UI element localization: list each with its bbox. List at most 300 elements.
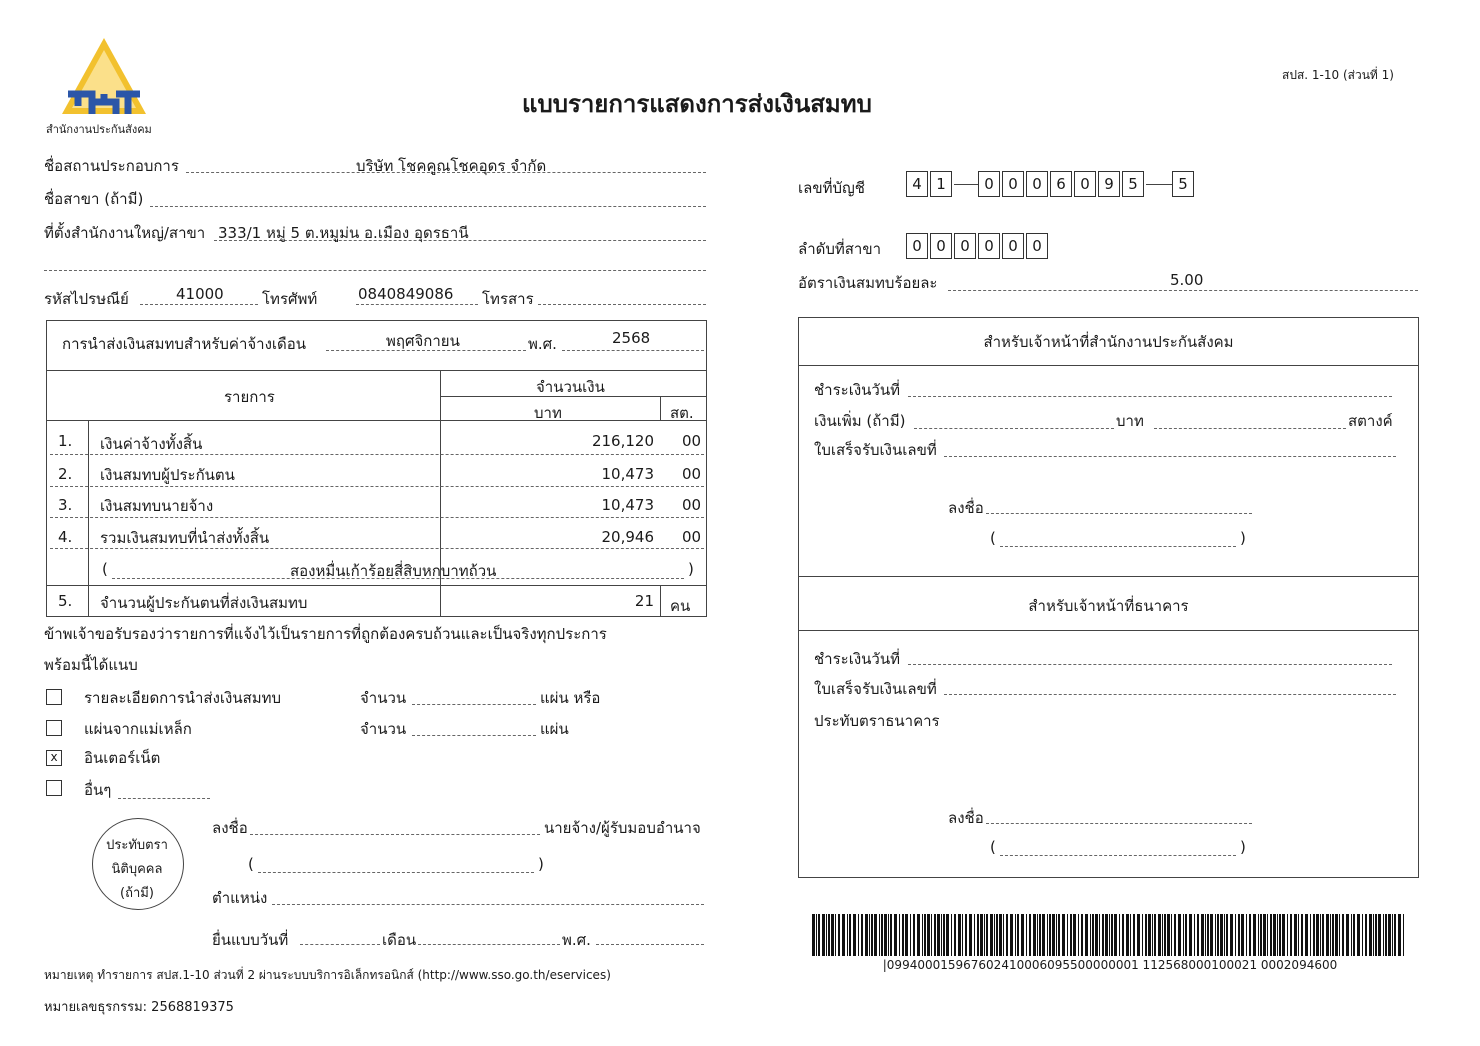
digit-box: 5 bbox=[1122, 171, 1144, 197]
barcode-bar bbox=[881, 914, 883, 956]
digit-box: 0 bbox=[1074, 171, 1096, 197]
position-label: ตำแหน่ง bbox=[212, 889, 268, 907]
digit-box: 4 bbox=[906, 171, 928, 197]
sso-receipt-label: ใบเสร็จรับเงินเลขที่ bbox=[814, 441, 937, 459]
barcode-bar bbox=[994, 914, 995, 956]
barcode-bar bbox=[1298, 914, 1299, 956]
paren-close: ) bbox=[538, 855, 544, 873]
barcode-bar bbox=[974, 914, 975, 956]
barcode-bar bbox=[1201, 914, 1204, 956]
row-4-baht: 20,946 bbox=[601, 528, 654, 546]
attach-label-magnetic: แผ่นจากแม่เหล็ก bbox=[84, 720, 192, 738]
row-5-no: 5. bbox=[58, 592, 73, 610]
employer-sign-role: นายจ้าง/ผู้รับมอบอำนาจ bbox=[544, 819, 701, 837]
barcode-bar bbox=[1301, 914, 1303, 956]
branch-seq-label: ลำดับที่สาขา bbox=[798, 240, 882, 258]
barcode-bar bbox=[849, 914, 851, 956]
employer-sign-label: ลงชื่อ bbox=[212, 819, 248, 837]
sso-paren-close: ) bbox=[1240, 529, 1246, 547]
barcode-bar bbox=[1290, 914, 1292, 956]
attach-checkbox-other[interactable] bbox=[46, 780, 62, 796]
row-4-no: 4. bbox=[58, 528, 73, 546]
sso-extra-label: เงินเพิ่ม (ถ้ามี) bbox=[814, 412, 906, 430]
row-1-baht: 216,120 bbox=[591, 432, 654, 450]
barcode-bar bbox=[1388, 914, 1391, 956]
barcode-bar bbox=[1021, 914, 1024, 956]
barcode-bar bbox=[858, 914, 859, 956]
digit-box: 0 bbox=[978, 233, 1000, 259]
barcode-bar bbox=[1294, 914, 1297, 956]
bank-sign-label: ลงชื่อ bbox=[948, 809, 984, 827]
insured-count: 21 bbox=[634, 592, 654, 610]
digit-box: 5 bbox=[1172, 171, 1194, 197]
row-2-baht: 10,473 bbox=[601, 465, 654, 483]
attach-checkbox-detail[interactable] bbox=[46, 689, 62, 705]
table-rule bbox=[46, 420, 707, 421]
barcode-bar bbox=[1033, 914, 1036, 956]
barcode-bar bbox=[1130, 914, 1131, 956]
month-value: พฤศจิกายน bbox=[386, 332, 460, 350]
insured-unit: คน bbox=[670, 597, 691, 615]
barcode-bar bbox=[954, 914, 956, 956]
attach-checkbox-magnetic[interactable] bbox=[46, 720, 62, 736]
barcode-bar bbox=[1205, 914, 1206, 956]
stamp-line-2: นิติบุคคล bbox=[111, 862, 163, 877]
barcode-bar bbox=[1351, 914, 1352, 956]
row-divider bbox=[50, 486, 704, 487]
row-2-no: 2. bbox=[58, 465, 73, 483]
barcode-bar bbox=[861, 914, 863, 956]
bank-box-title: สำหรับเจ้าหน้าที่ธนาคาร bbox=[1028, 597, 1189, 615]
barcode-bar bbox=[922, 914, 923, 956]
barcode-bar bbox=[1210, 914, 1213, 956]
barcode-bar bbox=[1092, 914, 1094, 956]
digit-box: 1 bbox=[930, 171, 952, 197]
barcode-bar bbox=[1279, 914, 1281, 956]
barcode-bar bbox=[931, 914, 932, 956]
col-satang-header: สต. bbox=[670, 404, 694, 422]
barcode-bar bbox=[999, 914, 1002, 956]
barcode-bar bbox=[1375, 914, 1377, 956]
stamp-line-1: ประทับตรา bbox=[106, 838, 168, 853]
barcode-bar bbox=[917, 914, 920, 956]
row-3-no: 3. bbox=[58, 496, 73, 514]
form-title: แบบรายการแสดงการส่งเงินสมทบ bbox=[522, 90, 872, 118]
dotted-line bbox=[562, 350, 704, 351]
sso-sign-label: ลงชื่อ bbox=[948, 499, 984, 517]
digit-box: 0 bbox=[954, 233, 976, 259]
barcode-bar bbox=[1047, 914, 1048, 956]
barcode-bar bbox=[943, 914, 945, 956]
barcode-bar bbox=[1260, 914, 1262, 956]
barcode-bar bbox=[1081, 914, 1083, 956]
barcode-bar bbox=[1037, 914, 1038, 956]
dotted-line bbox=[140, 304, 258, 305]
postcode-value: 41000 bbox=[176, 285, 224, 303]
sso-box-title: สำหรับเจ้าหน้าที่สำนักงานประกันสังคม bbox=[983, 333, 1234, 351]
barcode-bar bbox=[1332, 914, 1334, 956]
barcode-bar bbox=[1109, 914, 1110, 956]
barcode-bar bbox=[1282, 914, 1285, 956]
barcode-bar bbox=[934, 914, 936, 956]
barcode-bar bbox=[1263, 914, 1266, 956]
barcode-bar bbox=[946, 914, 949, 956]
barcode-bar bbox=[890, 914, 892, 956]
barcode-bar bbox=[1062, 914, 1065, 956]
bank-paren-open: ( bbox=[990, 838, 996, 856]
panel-rule bbox=[798, 365, 1419, 366]
row-3-baht: 10,473 bbox=[601, 496, 654, 514]
barcode-bar bbox=[969, 914, 972, 956]
barcode-bar bbox=[1145, 914, 1147, 956]
barcode-bar bbox=[1099, 914, 1100, 956]
barcode-bar bbox=[1133, 914, 1135, 956]
barcode-bar bbox=[816, 914, 817, 956]
barcode-bar bbox=[1235, 914, 1236, 956]
row-4-label: รวมเงินสมทบที่นำส่งทั้งสิ้น bbox=[100, 529, 270, 547]
barcode-bar bbox=[1070, 914, 1072, 956]
row-2-label: เงินสมทบผู้ประกันตน bbox=[100, 466, 235, 484]
barcode-bar bbox=[905, 914, 908, 956]
barcode-bar bbox=[1277, 914, 1278, 956]
barcode-bar bbox=[1316, 914, 1319, 956]
dotted-line bbox=[908, 396, 1392, 397]
barcode-bar bbox=[1357, 914, 1360, 956]
barcode-bar bbox=[1085, 914, 1088, 956]
digit-box: 0 bbox=[978, 171, 1000, 197]
barcode-bar bbox=[884, 914, 887, 956]
barcode-bar bbox=[1226, 914, 1228, 956]
barcode-bar bbox=[910, 914, 911, 956]
attach-unit: แผ่น bbox=[540, 720, 569, 738]
barcode-bar bbox=[812, 914, 815, 956]
digit-box: 0 bbox=[906, 233, 928, 259]
barcode-bar bbox=[1305, 914, 1308, 956]
barcode-bar bbox=[1403, 914, 1404, 956]
barcode-bar bbox=[1215, 914, 1216, 956]
barcode-bar bbox=[879, 914, 880, 956]
rate-value: 5.00 bbox=[1170, 271, 1204, 289]
row-3-label: เงินสมทบนายจ้าง bbox=[100, 497, 214, 515]
barcode-bar bbox=[962, 914, 963, 956]
dotted-line bbox=[412, 735, 536, 736]
barcode-bar bbox=[1362, 914, 1363, 956]
barcode-bar bbox=[1385, 914, 1387, 956]
barcode-bar bbox=[1339, 914, 1340, 956]
digit-box: 0 bbox=[930, 233, 952, 259]
barcode-bar bbox=[874, 914, 877, 956]
barcode-bar bbox=[1152, 914, 1153, 956]
bank-stamp-label: ประทับตราธนาคาร bbox=[814, 712, 940, 730]
barcode-bar bbox=[1230, 914, 1233, 956]
digit-box: 0 bbox=[1026, 171, 1048, 197]
dotted-line bbox=[944, 456, 1396, 457]
digit-box: 0 bbox=[1026, 233, 1048, 259]
employer-name-value: บริษัท โชคคูณโชคอุดร จำกัด bbox=[356, 157, 547, 175]
address-value: 333/1 หมู่ 5 ต.หมูม่น อ.เมือง อุดรธานี bbox=[218, 224, 469, 242]
sso-satang-label: สตางค์ bbox=[1348, 412, 1393, 430]
barcode-bar bbox=[1394, 914, 1396, 956]
barcode-bar bbox=[1346, 914, 1349, 956]
barcode-bar bbox=[996, 914, 998, 956]
table-rule bbox=[660, 585, 661, 617]
row-1-satang: 00 bbox=[682, 432, 702, 450]
attach-count-label: จำนวน bbox=[360, 689, 407, 707]
barcode-bar bbox=[1042, 914, 1045, 956]
barcode-bar bbox=[869, 914, 870, 956]
stamp-line-3: (ถ้ามี) bbox=[120, 886, 154, 901]
dotted-line bbox=[1000, 546, 1236, 547]
barcode-bar bbox=[835, 914, 836, 956]
barcode-bar bbox=[1058, 914, 1060, 956]
barcode-bar bbox=[1003, 914, 1004, 956]
filed-month-label: เดือน bbox=[382, 931, 417, 949]
account-label: เลขที่บัญชี bbox=[798, 179, 865, 197]
barcode-bar bbox=[1029, 914, 1031, 956]
form-code: สปส. 1-10 (ส่วนที่ 1) bbox=[1282, 68, 1394, 82]
barcode-bar bbox=[977, 914, 979, 956]
barcode-bar bbox=[894, 914, 897, 956]
barcode-bar bbox=[1270, 914, 1272, 956]
barcode-bar bbox=[1102, 914, 1104, 956]
row-divider bbox=[50, 454, 704, 455]
barcode-bar bbox=[871, 914, 873, 956]
dotted-line bbox=[272, 904, 704, 905]
barcode-bar bbox=[818, 914, 820, 956]
row-2-satang: 00 bbox=[682, 465, 702, 483]
attach-label-internet: อินเตอร์เน็ต bbox=[84, 749, 161, 767]
postcode-label: รหัสไปรษณีย์ bbox=[44, 290, 129, 308]
barcode-bar bbox=[1052, 914, 1055, 956]
barcode-bar bbox=[1162, 914, 1163, 956]
dotted-line bbox=[412, 704, 536, 705]
attach-label-other: อื่นๆ bbox=[84, 781, 112, 799]
barcode-bar bbox=[899, 914, 900, 956]
barcode-bar bbox=[1119, 914, 1120, 956]
barcode-bar bbox=[1241, 914, 1244, 956]
row-1-label: เงินค่าจ้างทั้งสิ้น bbox=[100, 435, 203, 453]
barcode-bar bbox=[941, 914, 942, 956]
words-close: ) bbox=[688, 560, 694, 578]
table-rule bbox=[88, 420, 89, 617]
barcode-bar bbox=[1142, 914, 1143, 956]
row-4-satang: 00 bbox=[682, 528, 702, 546]
col-item-header: รายการ bbox=[224, 388, 275, 406]
barcode-bar bbox=[842, 914, 845, 956]
barcode-bar bbox=[1137, 914, 1140, 956]
dotted-line bbox=[1154, 428, 1346, 429]
barcode-bar bbox=[1017, 914, 1019, 956]
dotted-line bbox=[356, 304, 478, 305]
dotted-line bbox=[986, 513, 1252, 514]
barcode-bar bbox=[937, 914, 940, 956]
dotted-line bbox=[948, 290, 1418, 291]
table-rule bbox=[46, 585, 707, 586]
month-label: การนำส่งเงินสมทบสำหรับค่าจ้างเดือน bbox=[62, 335, 307, 353]
bank-receipt-label: ใบเสร็จรับเงินเลขที่ bbox=[814, 680, 937, 698]
barcode-bar bbox=[1105, 914, 1108, 956]
barcode-icon bbox=[812, 914, 1408, 956]
attach-label-detail: รายละเอียดการนำส่งเงินสมทบ bbox=[84, 689, 282, 707]
barcode-bar bbox=[1073, 914, 1076, 956]
digit-connector bbox=[1146, 184, 1172, 185]
barcode-bar bbox=[838, 914, 840, 956]
barcode-bar bbox=[1258, 914, 1259, 956]
branch-name-label: ชื่อสาขา (ถ้ามี) bbox=[44, 190, 144, 208]
year-label: พ.ศ. bbox=[528, 335, 557, 353]
dotted-line bbox=[118, 798, 210, 799]
barcode-bar bbox=[888, 914, 889, 956]
bank-paren-close: ) bbox=[1240, 838, 1246, 856]
phone-label: โทรศัพท์ bbox=[262, 290, 318, 308]
barcode-bar bbox=[828, 914, 830, 956]
barcode-bar bbox=[1249, 914, 1251, 956]
sso-logo-icon bbox=[58, 36, 150, 120]
barcode-bar bbox=[1090, 914, 1091, 956]
digit-box: 0 bbox=[1002, 171, 1024, 197]
barcode-bar bbox=[1171, 914, 1172, 956]
attach-checkbox-internet[interactable]: x bbox=[46, 750, 62, 766]
barcode-bar bbox=[1398, 914, 1401, 956]
barcode-bar bbox=[1273, 914, 1276, 956]
rate-label: อัตราเงินสมทบร้อยละ bbox=[798, 274, 938, 292]
col-baht-header: บาท bbox=[534, 404, 562, 422]
barcode-bar bbox=[958, 914, 961, 956]
barcode-bar bbox=[1335, 914, 1338, 956]
dotted-line bbox=[258, 872, 534, 873]
sso-paren-open: ( bbox=[990, 529, 996, 547]
table-rule bbox=[46, 370, 707, 371]
barcode-bar bbox=[927, 914, 930, 956]
logo-caption: สำนักงานประกันสังคม bbox=[46, 123, 152, 136]
barcode-bar bbox=[831, 914, 834, 956]
barcode-bar bbox=[986, 914, 988, 956]
barcode-bar bbox=[1056, 914, 1057, 956]
digit-box: 9 bbox=[1098, 171, 1120, 197]
row-divider bbox=[50, 517, 704, 518]
barcode-text: |099400015967602410006095500000001 112568000100021 0002094600 bbox=[882, 958, 1338, 972]
barcode-bar bbox=[1320, 914, 1321, 956]
barcode-bar bbox=[980, 914, 983, 956]
barcode-bar bbox=[1342, 914, 1344, 956]
dotted-line bbox=[596, 944, 704, 945]
barcode-bar bbox=[965, 914, 967, 956]
barcode-bar bbox=[1078, 914, 1079, 956]
footer-note: หมายเหตุ ทำรายการ สปส.1-10 ส่วนที่ 2 ผ่านระบบบริการอิเล็กทรอนิกส์ (http://www.sso.go.th/eservices) bbox=[44, 968, 611, 982]
barcode-bar bbox=[1174, 914, 1176, 956]
barcode-bar bbox=[1353, 914, 1355, 956]
barcode-bar bbox=[1006, 914, 1008, 956]
fax-label: โทรสาร bbox=[482, 290, 534, 308]
barcode-bar bbox=[1207, 914, 1209, 956]
dotted-line bbox=[150, 206, 706, 207]
barcode-bar bbox=[1185, 914, 1187, 956]
words-open: ( bbox=[102, 560, 108, 578]
barcode-bar bbox=[990, 914, 993, 956]
barcode-bar bbox=[1383, 914, 1384, 956]
barcode-bar bbox=[822, 914, 825, 956]
row-3-satang: 00 bbox=[682, 496, 702, 514]
barcode-bar bbox=[1148, 914, 1151, 956]
filed-year-label: พ.ศ. bbox=[562, 931, 591, 949]
barcode-bar bbox=[1217, 914, 1219, 956]
digit-box: 6 bbox=[1050, 171, 1072, 197]
barcode-bar bbox=[951, 914, 952, 956]
barcode-bar bbox=[1310, 914, 1311, 956]
sso-baht-label: บาท bbox=[1116, 412, 1144, 430]
year-value: 2568 bbox=[612, 329, 651, 347]
barcode-bar bbox=[1015, 914, 1016, 956]
barcode-bar bbox=[1365, 914, 1367, 956]
barcode-bar bbox=[1010, 914, 1013, 956]
barcode-bar bbox=[1287, 914, 1288, 956]
dotted-line bbox=[250, 834, 540, 835]
table-rule bbox=[660, 396, 661, 420]
barcode-bar bbox=[1267, 914, 1268, 956]
barcode-bar bbox=[1164, 914, 1166, 956]
barcode-bar bbox=[1114, 914, 1117, 956]
employer-name-label: ชื่อสถานประกอบการ bbox=[44, 157, 179, 175]
filed-date-label: ยื่นแบบวันที่ bbox=[212, 931, 289, 949]
digit-box: 0 bbox=[1002, 233, 1024, 259]
barcode-bar bbox=[1167, 914, 1170, 956]
amount-in-words: สองหมื่นเก้าร้อยสี่สิบหกบาทถ้วน bbox=[290, 562, 497, 580]
barcode-bar bbox=[1326, 914, 1329, 956]
barcode-bar bbox=[847, 914, 848, 956]
barcode-bar bbox=[865, 914, 868, 956]
barcode-bar bbox=[1026, 914, 1027, 956]
barcode-bar bbox=[1253, 914, 1256, 956]
barcode-bar bbox=[826, 914, 827, 956]
paren-open: ( bbox=[248, 855, 254, 873]
barcode-bar bbox=[1067, 914, 1068, 956]
barcode-bar bbox=[853, 914, 856, 956]
certify-line-1: ข้าพเจ้าขอรับรองว่ารายการที่แจ้งไว้เป็นรายการที่ถูกต้องครบถ้วนและเป็นจริงทุกประการ bbox=[44, 625, 607, 643]
dotted-line bbox=[944, 694, 1396, 695]
barcode-bar bbox=[1095, 914, 1098, 956]
certify-line-2: พร้อมนี้ได้แนบ bbox=[44, 656, 138, 674]
barcode-bar bbox=[1111, 914, 1113, 956]
row-divider bbox=[50, 548, 704, 549]
barcode-bar bbox=[1220, 914, 1223, 956]
barcode-bar bbox=[924, 914, 926, 956]
barcode-bar bbox=[1178, 914, 1181, 956]
col-amount-header: จำนวนเงิน bbox=[536, 378, 605, 396]
dotted-line bbox=[538, 304, 706, 305]
barcode-bar bbox=[1154, 914, 1156, 956]
barcode-bar bbox=[1126, 914, 1129, 956]
row-5-label: จำนวนผู้ประกันตนที่ส่งเงินสมทบ bbox=[100, 594, 308, 612]
barcode-bar bbox=[1039, 914, 1041, 956]
address-label: ที่ตั้งสำนักงานใหญ่/สาขา bbox=[44, 224, 206, 242]
dotted-line bbox=[1000, 855, 1236, 856]
barcode-bar bbox=[1392, 914, 1393, 956]
barcode-bar bbox=[1373, 914, 1374, 956]
barcode-bar bbox=[1246, 914, 1247, 956]
barcode-bar bbox=[902, 914, 904, 956]
panel-rule bbox=[798, 576, 1419, 577]
attach-unit: แผ่น หรือ bbox=[540, 689, 601, 707]
barcode-bar bbox=[1313, 914, 1315, 956]
barcode-bar bbox=[1122, 914, 1124, 956]
barcode-bar bbox=[1322, 914, 1324, 956]
row-1-no: 1. bbox=[58, 432, 73, 450]
dotted-line bbox=[908, 664, 1392, 665]
dotted-line bbox=[986, 823, 1252, 824]
barcode-bar bbox=[984, 914, 985, 956]
dotted-line bbox=[914, 428, 1114, 429]
panel-rule bbox=[798, 630, 1419, 631]
